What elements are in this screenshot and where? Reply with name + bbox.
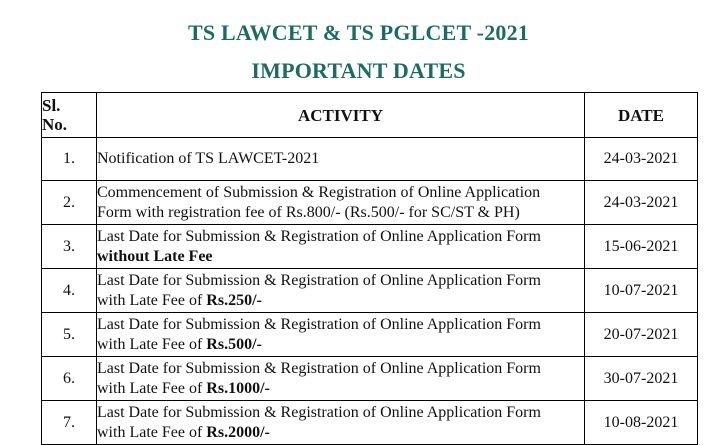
table-row: [42, 313, 698, 357]
row-sl-no: 5.: [42, 313, 97, 357]
late-fee-amount: Rs.1000/-: [206, 379, 270, 397]
row-sl-no: 6.: [42, 357, 97, 401]
table-header-row: [42, 93, 698, 138]
activity-text-line2: with Late Fee of: [97, 423, 207, 441]
row-date: 10-08-2021: [585, 401, 698, 445]
row-sl-no: 2.: [42, 181, 97, 225]
row-activity: [97, 313, 585, 357]
document-subtitle: IMPORTANT DATES: [251, 58, 466, 83]
activity-text-line1: Last Date for Submission & Registration of Online Application Form: [97, 315, 541, 333]
row-date: 30-07-2021: [585, 357, 698, 401]
row-date: 15-06-2021: [585, 225, 698, 269]
row-sl-no: 3.: [42, 225, 97, 269]
row-activity: [97, 138, 585, 181]
table-row: [42, 269, 698, 313]
table-row: [42, 225, 698, 269]
table-row: [42, 401, 698, 445]
table-row: [42, 138, 698, 181]
row-sl-no: 7.: [42, 401, 97, 445]
activity-text-line1: Last Date for Submission & Registration of Online Application Form: [97, 227, 541, 245]
late-fee-amount: Rs.250/-: [206, 291, 262, 309]
column-header-date: DATE: [585, 93, 698, 138]
row-date: 24-03-2021: [585, 181, 698, 225]
activity-text-line2: with Late Fee of: [97, 379, 207, 397]
activity-text-line1: Last Date for Submission & Registration of Online Application Form: [97, 403, 541, 421]
row-sl-no: 4.: [42, 269, 97, 313]
column-header-sl-no: [42, 93, 97, 138]
sl-label: Sl.: [42, 96, 61, 115]
row-date: 20-07-2021: [585, 313, 698, 357]
late-fee-amount: Rs.500/-: [206, 335, 262, 353]
row-activity: [97, 225, 585, 269]
activity-text-line1: Last Date for Submission & Registration of Online Application Form: [97, 359, 541, 377]
row-activity: [97, 269, 585, 313]
activity-text-line1: Last Date for Submission & Registration of Online Application Form: [97, 271, 541, 289]
activity-text-line2: with Late Fee of: [97, 291, 207, 309]
activity-text-line2: with Late Fee of: [97, 335, 207, 353]
important-dates-table: [41, 92, 698, 445]
activity-text-line2: Form with registration fee of Rs.800/- (Rs.500/- for SC/ST & PH): [97, 203, 520, 221]
table-row: [42, 181, 698, 225]
activity-text: Notification of TS LAWCET-2021: [97, 150, 320, 167]
table-row: [42, 357, 698, 401]
row-date: 24-03-2021: [585, 138, 698, 181]
no-label: No.: [42, 115, 68, 134]
row-activity: [97, 181, 585, 225]
document-title: TS LAWCET & TS PGLCET -2021: [188, 20, 529, 45]
column-header-activity: ACTIVITY: [97, 93, 585, 138]
row-activity: [97, 357, 585, 401]
activity-text-bold: without Late Fee: [97, 247, 213, 265]
row-date: 10-07-2021: [585, 269, 698, 313]
row-activity: [97, 401, 585, 445]
late-fee-amount: Rs.2000/-: [206, 423, 270, 441]
row-sl-no: 1.: [42, 138, 97, 181]
activity-text-line1: Commencement of Submission & Registration of Online Application: [97, 183, 541, 201]
